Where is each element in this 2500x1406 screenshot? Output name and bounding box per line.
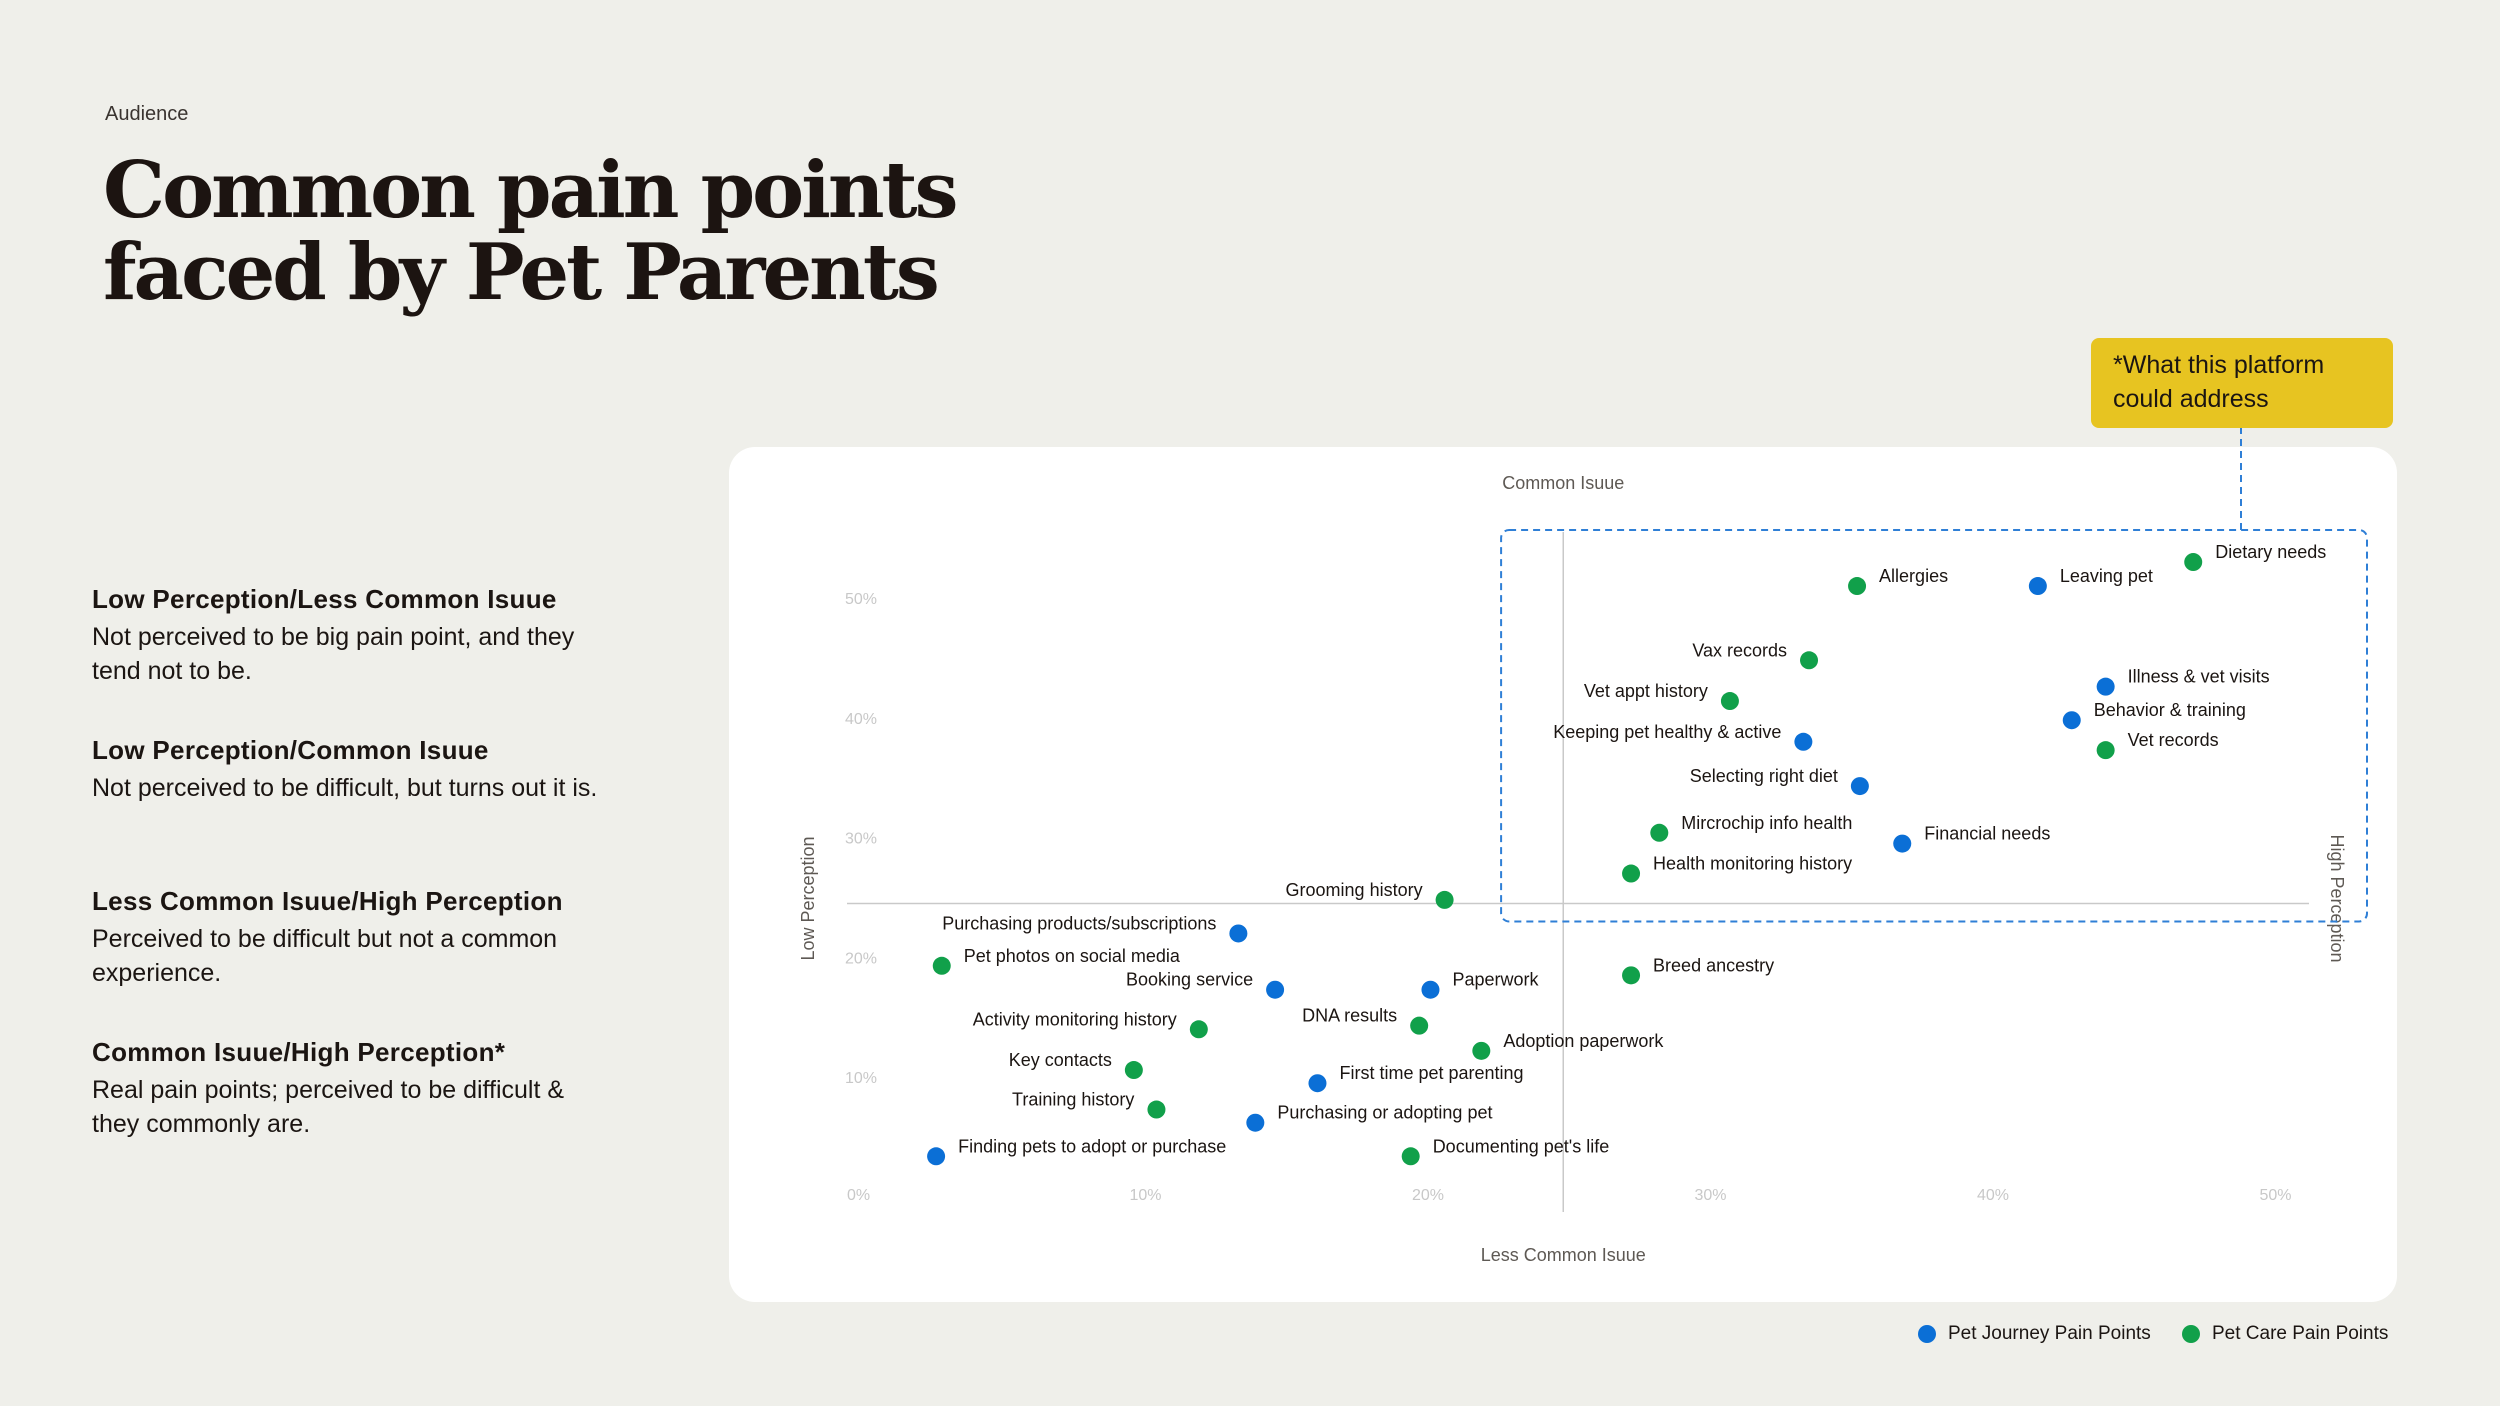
title-line-2: faced by Pet Parents: [103, 227, 937, 318]
point-label: Breed ancestry: [1653, 955, 1775, 976]
point-label: Vet records: [2127, 730, 2219, 751]
point-label: Keeping pet healthy & active: [1553, 721, 1782, 742]
y-tick-label: 30%: [845, 830, 878, 848]
x-axis-label-top: Common Isuue: [1502, 473, 1625, 493]
care-point: [1800, 651, 1818, 669]
point-label: Financial needs: [1924, 823, 2051, 844]
care-point: [1402, 1147, 1420, 1165]
x-tick-label: 30%: [1694, 1187, 1727, 1204]
x-tick-label: 0%: [847, 1187, 871, 1204]
legend-care-label: Pet Care Pain Points: [2212, 1323, 2389, 1344]
journey-point: [927, 1147, 945, 1165]
legend-item-care: [2182, 1319, 2388, 1349]
x-tick-label: 50%: [2259, 1187, 2292, 1204]
care-point: [1848, 577, 1866, 595]
x-tick-label: 20%: [1412, 1187, 1445, 1204]
point-label: First time pet parenting: [1339, 1063, 1524, 1084]
quadrant-description: Real pain points; perceived to be difficult & they commonly are.: [92, 1076, 565, 1138]
point-label: Pet photos on social media: [963, 945, 1180, 966]
care-point: [1472, 1042, 1490, 1060]
quadrant-common-high-perception: [92, 1035, 612, 1141]
point-label: Booking service: [1126, 969, 1254, 990]
point-label: Finding pets to adopt or purchase: [958, 1136, 1227, 1157]
journey-point: [2029, 577, 2047, 595]
y-tick-label: 40%: [845, 710, 878, 728]
point-label: Mircrochip info health: [1681, 812, 1853, 833]
care-point: [1622, 865, 1640, 883]
quadrant-heading: Low Perception/Common Isuue: [92, 735, 489, 765]
journey-point: [2063, 711, 2081, 729]
care-point: [1147, 1101, 1165, 1119]
y-tick-label: 50%: [845, 591, 878, 608]
quadrant-description: Not perceived to be difficult, but turns out it is.: [92, 774, 598, 802]
journey-point: [1246, 1114, 1264, 1132]
point-label: Selecting right diet: [1689, 766, 1838, 787]
point-label: Allergies: [1879, 566, 1949, 587]
point-label: Grooming history: [1285, 879, 1423, 900]
eyebrow: Audience: [105, 103, 189, 125]
quadrant-description: Perceived to be difficult but not a common experience.: [92, 925, 558, 987]
point-label: Illness & vet visits: [2127, 666, 2270, 687]
journey-point: [1794, 733, 1812, 751]
point-label: Dietary needs: [2215, 542, 2327, 563]
quadrant-description: Not perceived to be big pain point, and they tend not to be.: [92, 623, 575, 685]
point-label: Documenting pet's life: [1432, 1136, 1610, 1157]
x-axis-label-bottom: Less Common Isuue: [1480, 1245, 1646, 1265]
point-label: Purchasing or adopting pet: [1277, 1102, 1493, 1123]
point-label: DNA results: [1302, 1005, 1398, 1026]
y-tick-label: 20%: [845, 950, 878, 968]
x-tick-label: 10%: [1129, 1187, 1162, 1204]
point-label: Adoption paperwork: [1503, 1030, 1664, 1051]
point-label: Leaving pet: [2059, 566, 2153, 587]
point-label: Behavior & training: [2093, 700, 2246, 721]
care-point: [1410, 1017, 1428, 1035]
care-point: [1436, 891, 1454, 909]
care-point: [1190, 1020, 1208, 1038]
journey-point: [1266, 981, 1284, 999]
y-axis-label-left: Low Perception: [798, 836, 818, 961]
platform-callout: *What this platform could address: [2091, 338, 2393, 428]
journey-point: [1421, 981, 1439, 999]
care-point: [1622, 966, 1640, 984]
point-label: Vet appt history: [1583, 681, 1708, 702]
care-point: [1721, 692, 1739, 710]
y-axis-label-right: High Perception: [2327, 834, 2347, 963]
x-tick-label: 40%: [1977, 1187, 2010, 1204]
legend-journey-label: Pet Journey Pain Points: [1948, 1323, 2151, 1344]
title-line-1: Common pain points: [103, 145, 956, 236]
legend-care-dot: [2182, 1325, 2200, 1343]
page-title: [103, 145, 956, 318]
point-label: Key contacts: [1008, 1050, 1112, 1071]
legend-item-journey: [1918, 1319, 2151, 1349]
y-tick-label: 10%: [845, 1070, 878, 1088]
care-point: [1650, 824, 1668, 842]
point-label: Purchasing products/subscriptions: [942, 913, 1217, 934]
quadrant-less-common-high-perception: [92, 884, 612, 990]
quadrant-heading: Low Perception/Less Common Isuue: [92, 584, 557, 614]
scatter-chart: [729, 447, 2397, 1302]
point-label: Health monitoring history: [1653, 853, 1853, 874]
quadrant-low-perception-common: [92, 733, 612, 805]
care-point: [1125, 1061, 1143, 1079]
journey-point: [1893, 835, 1911, 853]
care-point: [2097, 741, 2115, 759]
point-label: Training history: [1012, 1089, 1135, 1110]
chart-card: [729, 447, 2397, 1302]
quadrant-low-perception-less-common: [92, 582, 612, 688]
point-label: Activity monitoring history: [972, 1009, 1177, 1030]
care-point: [2184, 553, 2202, 571]
journey-point: [2097, 678, 2115, 696]
legend-journey-dot: [1918, 1325, 1936, 1343]
point-label: Paperwork: [1452, 969, 1539, 990]
care-point: [933, 957, 951, 975]
quadrant-heading: Less Common Isuue/High Perception: [92, 886, 563, 916]
journey-point: [1851, 777, 1869, 795]
journey-point: [1308, 1074, 1326, 1092]
point-label: Vax records: [1692, 640, 1788, 661]
quadrant-heading: Common Isuue/High Perception*: [92, 1037, 506, 1067]
journey-point: [1229, 924, 1247, 942]
